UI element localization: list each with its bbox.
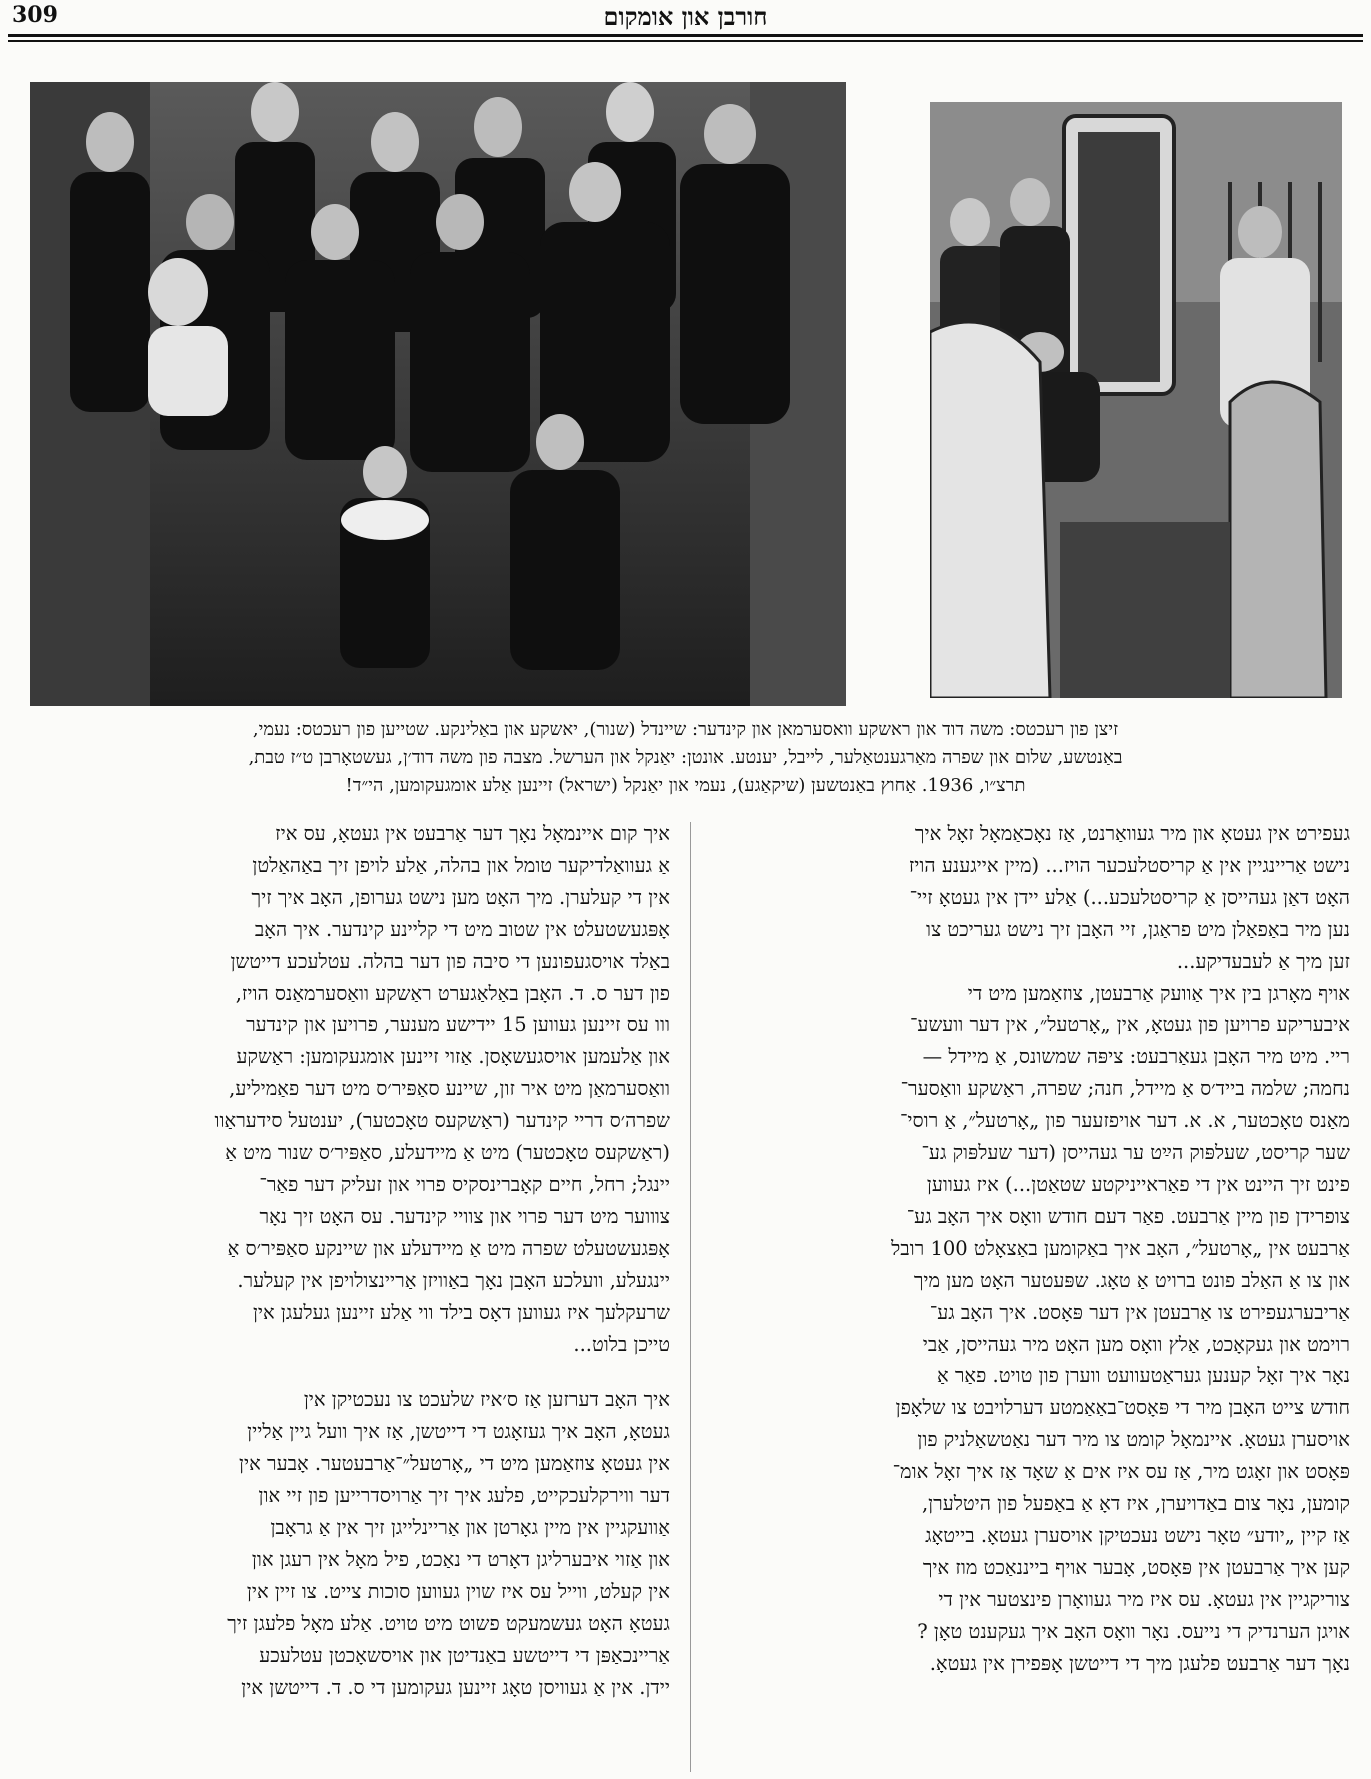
page-header (0, 0, 1371, 32)
text-line: קען איך אַרבעטן אין פּאָסט, אָבער אויף בייננאַכט מוז איך (922, 1555, 1350, 1579)
text-line: אין קעלט, ווייל עס איז שוין געווען סוכות צייט. צו זיין אין (246, 1579, 670, 1603)
text-line: אין די קעלערן. מיך האָט מען נישט גערופן, האָב איך זיך (251, 885, 670, 909)
text-line: האָט דאַן געהייסן אַ קריסטלעכע...) אַלע יידן אין געטאָ זיי־ (909, 885, 1350, 909)
gravestone-group-photo (930, 102, 1342, 698)
text-line: נאָר איך זאָל קענען געראַטעוועט ווערן פון טויט. פאַר אַ (936, 1364, 1350, 1388)
text-line: אָפּגעשטעלט שפרה מיט אַ מיידעלע און שיינקע סאַפּיר׳ס אַ (227, 1236, 670, 1260)
caption-line: באַנטשע, שלום און שפרה מאַרגענטאַלער, לייבל, יענטע. אונטן: יאַנקל און הערשל. מצבה פון משה דוד׳ן, געשטאָרבן ט״ז טבת, (248, 747, 1123, 768)
text-line: און צו אַ האַלב פונט ברויט אַ טאָג. שפּעטער האָט מען מיך (913, 1268, 1350, 1292)
text-line: אויגן הערנדיק די נייעס. נאָר וואָס האָב איך געקענט טאָן ? (917, 1619, 1350, 1643)
text-line: מאַנס טאָכטער, א. א. דער אויפזעער פון „אָרטעל״, אַ רוסי־ (899, 1109, 1350, 1133)
header-rule-bottom (8, 40, 1363, 42)
text-line: נען מיר באַפאַלן מיט פראַגן, זיי האָבן זיך נישט געריכט צו (925, 917, 1350, 941)
text-line: אָפּגעשטעלט אין שטוב מיט די קליינע קינדער. איך האָב (254, 917, 670, 941)
text-line: אַ געוואַלדיקער טומל און בהלה, אַלע לויפן זיך באַהאַלטן (252, 853, 670, 877)
text-line: געטאָ האָט געשמעקט פשוט מיט טויט. אַלע מאָל פלעגן זיך (227, 1611, 670, 1635)
text-line: אַרבעט אין „אָרטעל״, האָב איך באַקומען באַצאָלט 100 רובל (891, 1236, 1350, 1260)
text-line: איך האָב דערזען אַז ס׳איז שלעכט צו נעכטיקן אין (303, 1388, 670, 1412)
photo-caption (20, 716, 1351, 800)
text-line: וואַסערמאַן מיט איר זון, שיינע סאַפּיר׳ס מיט דער פאַמיליע, (229, 1077, 670, 1101)
text-line: און אַלעמען אויסגעשאָסן. אַזוי זיינען אומגעקומען: ראַשקע (236, 1045, 670, 1069)
page-number: 309 (12, 2, 58, 28)
running-title: חורבן און אומקום (603, 2, 768, 31)
text-line: נחמה; שלמה בייד׳ס אַ מיידל, חנה; שפרה, ראַשקע וואַסער־ (900, 1077, 1350, 1101)
text-line: באַלד אויסגעפונען די סיבה פון דער בהלה. עטלעכע דייטשן (230, 949, 670, 973)
text-line: אַריינכאַפּן די דייטשע באַנדיטן און אויסשאָכטן עטלעכע (259, 1643, 670, 1667)
text-line: איך קום איינמאָל נאָך דער אַרבעט אין געטאָ, עס איז (275, 822, 670, 845)
text-line: צוריקגיין אין געטאָ. עס איז מיר געוואָרן פינצטער אין די (938, 1587, 1350, 1611)
text-line: פּאָסט און זאָגט מיר, אַז עס איז אים אַ שאָד אַז איך זאָל אומ־ (892, 1460, 1350, 1484)
text-line: צופרידן פון מיין אַרבעט. פאַר דעם חודש וואָס איך האָב גע־ (906, 1204, 1350, 1228)
column-divider (690, 822, 691, 1772)
text-line: ריי. מיט מיר האָבן געאַרבעט: ציפּה שמשונס, אַ מיידל — (922, 1045, 1350, 1069)
text-line: אויף מאָרגן בין איך אַוועק אַרבעטן, צוזאַמען מיט די (967, 981, 1350, 1005)
caption-line: תרצ״ו, 1936. אַחוץ באַנטשען (שיקאַגע), נעמי און יאַנקל (ישראל) זיינען אַלע אומגעקומען, הי״ד! (345, 775, 1026, 796)
text-line: אין געטאָ צוזאַמען מיט די „אָרטעל״־אַרבעטער. אָבער אין (239, 1452, 670, 1476)
text-column-left (18, 818, 670, 1703)
text-line: שער קריסט, שעלפּוק הײַט ער געהייסן (דער שעלפּוק גע־ (921, 1141, 1350, 1165)
text-column-right (712, 818, 1350, 1679)
text-line: יידן. אין אַ געוויסן טאָג זיינען געקומען די ס. ד. דייטשן אין (241, 1675, 670, 1699)
header-rule-top (8, 34, 1363, 37)
text-line: נאָך דער אַרבעט פלעגן מיך די דייטשן אָפּפירן אין געטאָ. (929, 1651, 1350, 1675)
text-line: ווו עס זיינען געווען 15 יידישע מענער, פרויען און קינדער (246, 1013, 670, 1037)
text-line: חודש צייט האָבן מיר די פּאָסט־באַאַמטע דערלויבט צו שלאָפן (895, 1396, 1350, 1420)
text-line: קומען, נאָר צום באַדויערן, איז דאָ אַ באַפעל פון היטלערן, (921, 1492, 1350, 1516)
text-line: אויסערן געטאָ. איינמאָל קומט צו מיר דער נאַטשאַלניק פון (917, 1428, 1350, 1452)
text-line: און אַזוי איבערליגן דאָרט די נאַכט, פיל מאָל אין רעגן און (251, 1547, 670, 1571)
text-line: (ראַשקעס טאָכטער) מיט אַ מיידעלע, סאַפּיר׳ס שנור מיט אַ (225, 1141, 670, 1165)
text-line: פון דער ס. ד. האָבן באַלאַגערט ראַשקע וואַסערמאַנס הויז, (235, 981, 670, 1005)
text-line: אַז קיין „יודע״ טאָר נישט נעכטיקן אויסערן געטאָ. בייטאָג (925, 1523, 1350, 1547)
caption-line: זיצן פון רעכטס: משה דוד און ראשקע וואסערמאן און קינדער: שיינדל (שנור), יאשקע און באַלינקע. שטייען פון רעכטס: נעמי, (252, 719, 1119, 740)
paragraph-gap (18, 1360, 670, 1384)
text-line: פינט זיך היינט אין די פאַראייניקטע שטאַטן...) איז געווען (926, 1172, 1350, 1196)
text-line: געפירט אין געטאָ און מיר געוואַרנט, אַז נאָכאַמאָל זאָל איך (914, 822, 1350, 845)
text-line: טייכן בלוט... (573, 1332, 670, 1356)
text-line: שרעקלעך איז געווען דאָס בילד ווי אַלע זיינען געלעגן אין (252, 1300, 670, 1324)
text-line: רוימט און געקאָכט, אַלץ וואָס מען האָט מיר געהייסן, אַבי (922, 1332, 1350, 1356)
text-line: יינגל; רחל, חיים קאָברינסקיס פרוי און זעליק דער פאַר־ (259, 1172, 670, 1196)
text-line: זען מיך אַ לעבעדיקע... (1176, 949, 1350, 973)
text-line: דער ווירקלעכקייט, פלעג איך זיך אַרויסדרייען פון זיי און (258, 1484, 670, 1508)
text-line: נישט אַריינגיין אין אַ קריסטלעכער הויז... (מיין אייגענע הויז (908, 853, 1350, 877)
text-line: איבעריקע פרויען פון געטאָ, אין „אָרטעל״, אין דער וועשע־ (909, 1013, 1350, 1037)
text-line: אַוועקגיין אין מיין גאָרטן און אַריינלייגן זיך אין אַ גראָבן (270, 1516, 670, 1540)
text-line: געטאָ, האָב איך געזאָגט די דייטשן, אַז איך וועל גיין אַליין (247, 1420, 670, 1444)
family-photo-image (30, 82, 846, 706)
text-line: יינגעלע, וועלכע האָבן נאָך באַוויזן אַריינצולויפן אין קעלער. (237, 1268, 670, 1292)
gravestone-photo-image (930, 102, 1342, 698)
text-line: שפרה׳ס דריי קינדער (ראַשקעס טאָכטער), יענטעל סידעראַוו (214, 1109, 670, 1133)
text-line: אַריבערגעפירט צו אַרבעטן אין דער פּאָסט. איך האָב גע־ (929, 1300, 1350, 1324)
family-group-photo (30, 82, 846, 706)
text-line: צװוער מיט דער פרוי און צוויי קינדער. עס האָט זיך נאָר (259, 1204, 670, 1228)
